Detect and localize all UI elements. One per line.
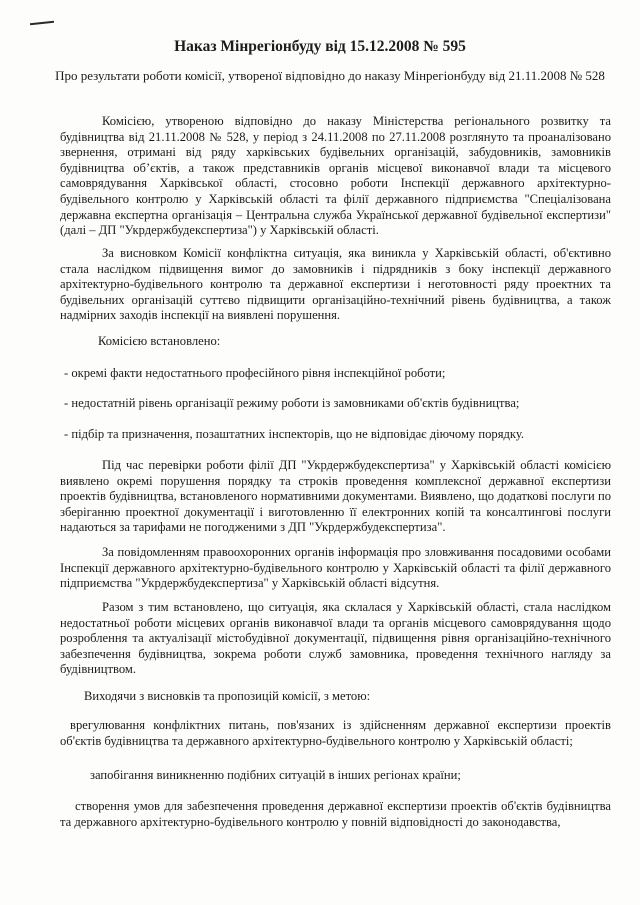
paragraph-law-enforcement: За повідомленням правоохоронних органів інформація про зловживання посадовими особами Інспекції державного архітектурно-будівельного контролю у Харківській області та філії державного підприємства "Укрдержбудекспертиза" у Харківській області відсутня. [60,545,611,591]
paragraph-goal-conflicts [60,718,611,749]
paragraph-conclusion: За висновком Комісії конфліктна ситуація, яка виникла у Харківській області, об'єктивно стала наслідком підвищення вимог до замовників і підрядників з боку інспекції державного архітектурно-будівельного контролю та державної експертизи і неготовності ряду проектних та будівельних організацій суттєво підвищити організаційно-технічний рівень будівництва, а також надмірних заходів інспекції на виявлені порушення. [60,246,611,323]
paragraph-established: Комісією встановлено: [98,334,221,348]
paragraph-branch-inspection: Під час перевірки роботи філії ДП "Укрдержбудекспертиза" у Харківській області комісією виявлено окремі порушення порядку та строків проведення комплексної державної експертизи проектів будівництва, встановленого нормативними документами. Виявлено, що додаткові послуги по зберіганню проектної документації і виготовленню її електронних копій та консалтингові послуги надаються за тарифами не погодженими з ДП "Укрдержбудекспертиза". [60,458,611,535]
paragraph-goal-prevention: запобігання виникненню подібних ситуацій в інших регіонах країни; [90,768,461,782]
paragraph-purpose: Виходячи з висновків та пропозицій комісії, з метою: [84,689,371,703]
document-title: Наказ Мінрегіонбуду від 15.12.2008 № 595 [174,38,466,55]
paragraph-local-authorities: Разом з тим встановлено, що ситуація, яка склалася у Харківській області, стала наслідком недостатньої роботи місцевих органів виконавчої влади та органів місцевого самоврядування щодо розроблення та актуалізації містобудівної документації, підвищення рівня організаційно-технічного забезпечення будівництва, зокрема роботи служб замовника, проведення технічного нагляду за будівництвом. [60,600,611,677]
handwritten-mark [30,21,54,25]
paragraph-commission-review: Комісією, утвореною відповідно до наказу Міністерства регіонального розвитку та будівництва від 21.11.2008 № 528, у період з 24.11.2008 по 27.11.2008 розглянуто та проаналізовано звернення, отримані від ряду харківських будівельних організацій, забудовників, замовників будівництва об’єктів, а також представників органів місцевої виконавчої влади та місцевого самоврядування Харківської області, стосовно роботи Інспекції державного архітектурно-будівельного контролю у Харківській області та філії державного підприємства "Спеціалізована державна експертна організація – Центральна служба Української державної будівельної експертизи" (далі – ДП "Укрдержбудекспертиза") у Харківській області. [60,114,611,238]
document-subtitle: Про результати роботи комісії, утвореної відповідно до наказу Мінрегіонбуду від 21.11.2008 № 528 [55,68,605,83]
goal-text: врегулювання конфліктних питань, пов'язаних із здійсненням державної експертизи проектів об'єктів будівництва та державного архітектурно-будівельного контролю у Харківській області; [60,718,611,748]
paragraph-goal-conditions: створення умов для забезпечення проведення державної експертизи проектів об'єктів будівництва та державного архітектурно-будівельного контролю у повній відповідності до законодавства, [60,799,611,829]
list-item: - окремі факти недостатнього професійного рівня інспекційної роботи; [64,366,446,380]
list-item: - підбір та призначення, позаштатних інспекторів, що не відповідає діючому порядку. [64,427,525,441]
list-item: - недостатній рівень організації режиму роботи із замовниками об'єктів будівництва; [64,396,520,410]
